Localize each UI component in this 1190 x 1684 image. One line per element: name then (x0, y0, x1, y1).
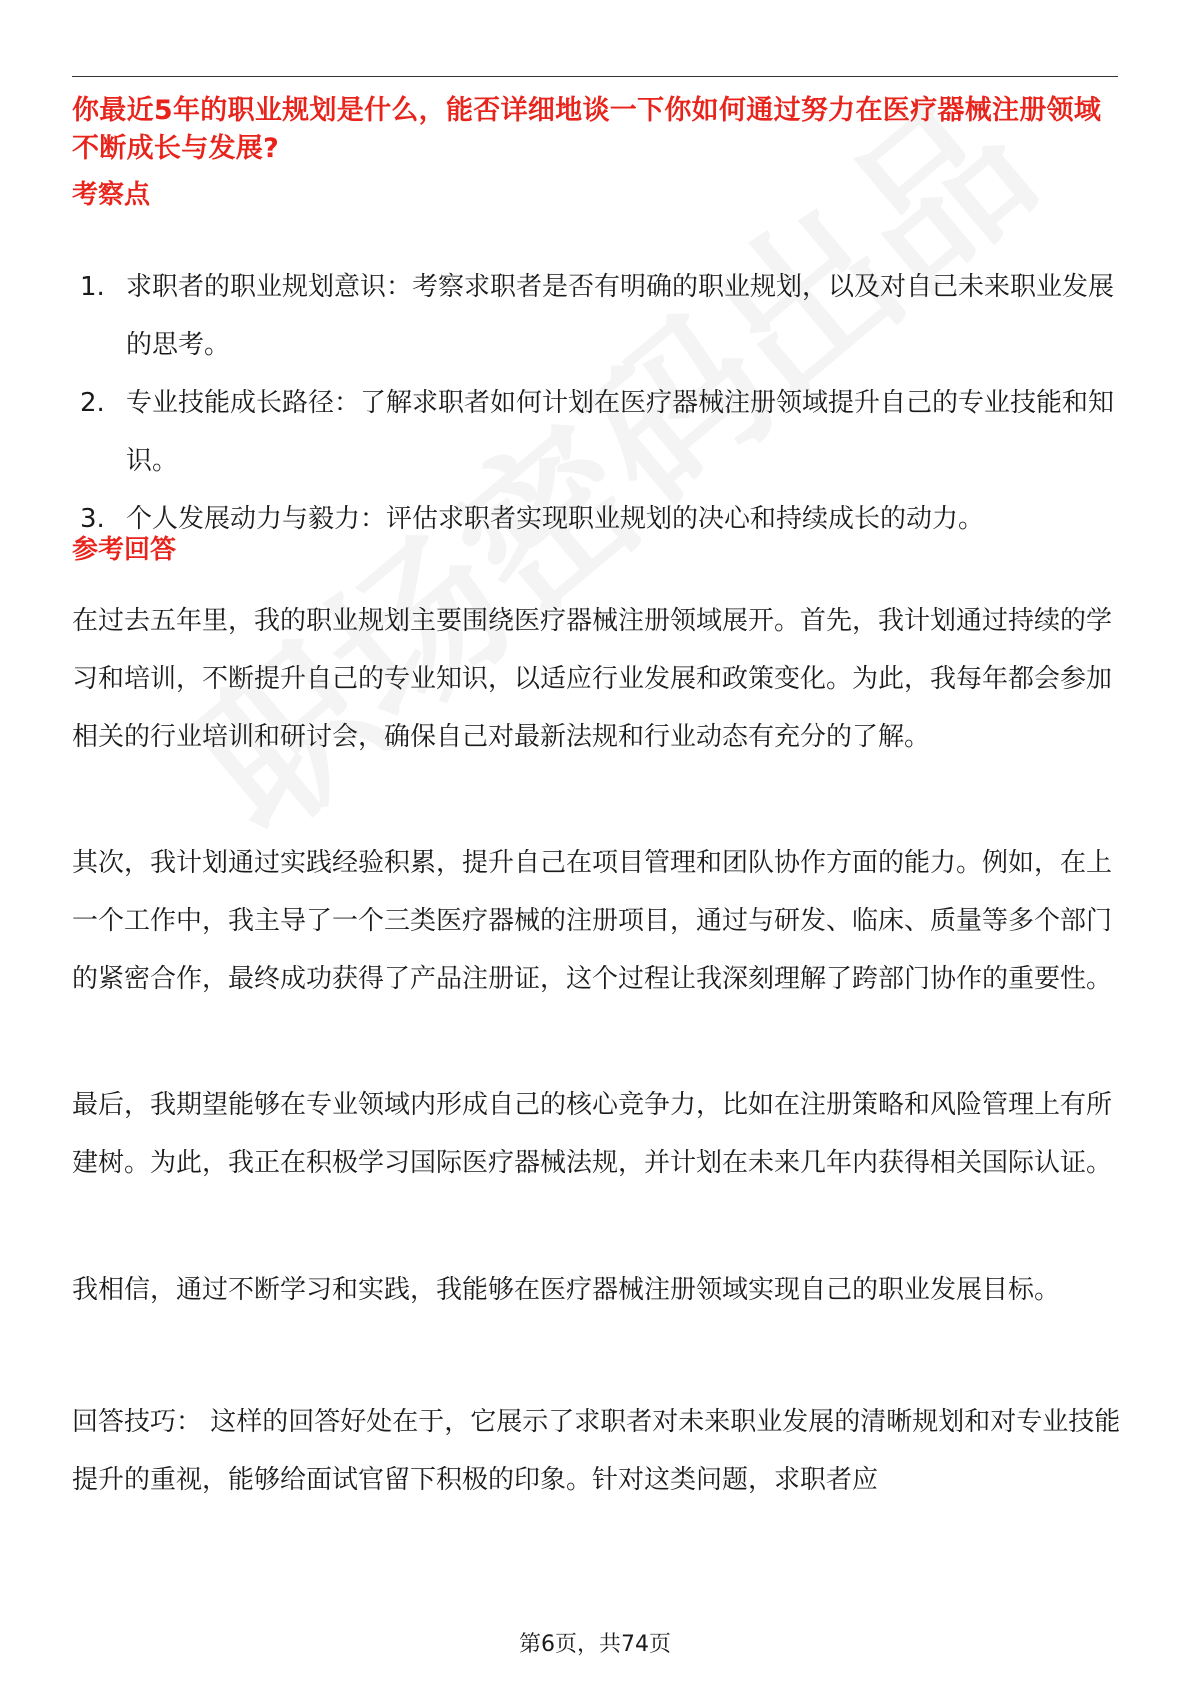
list-item-number: 1. (80, 272, 105, 302)
list-item (80, 374, 1120, 490)
answer-paragraph: 在过去五年里，我的职业规划主要围绕医疗器械注册领域展开。首先，我计划通过持续的学习和培训，不断提升自己的专业知识，以适应行业发展和政策变化。为此，我每年都会参加相关的行业培训和研讨会，确保自己对最新法规和行业动态有充分的了解。 (72, 606, 1113, 752)
list-item-text: 求职者的职业规划意识：考察求职者是否有明确的职业规划，以及对自己未来职业发展的思考。 (126, 272, 1115, 360)
list-item-text: 专业技能成长路径：了解求职者如何计划在医疗器械注册领域提升自己的专业技能和知识。 (126, 388, 1115, 476)
answer-paragraph: 其次，我计划通过实践经验积累，提升自己在项目管理和团队协作方面的能力。例如，在上一个工作中，我主导了一个三类医疗器械的注册项目，通过与研发、临床、质量等多个部门的紧密合作，最终成功获得了产品注册证，这个过程让我深刻理解了跨部门协作的重要性。 (72, 848, 1113, 994)
list-item-number: 2. (80, 388, 105, 418)
answer-paragraph: 我相信，通过不断学习和实践，我能够在医疗器械注册领域实现自己的职业发展目标。 (72, 1275, 1061, 1305)
list-item-number: 3. (80, 504, 105, 534)
list-item-text: 个人发展动力与毅力：评估求职者实现职业规划的决心和持续成长的动力。 (126, 504, 985, 534)
question-heading: 你最近5年的职业规划是什么，能否详细地谈一下你如何通过努力在医疗器械注册领域不断成长与发展? (72, 95, 1102, 164)
page-number-footer: 第6页，共74页 (519, 1632, 671, 1657)
list-item (80, 490, 1120, 548)
answer-paragraph: 最后，我期望能够在专业领域内形成自己的核心竞争力，比如在注册策略和风险管理上有所建树。为此，我正在积极学习国际医疗器械法规，并计划在未来几年内获得相关国际认证。 (72, 1090, 1113, 1178)
list-item (80, 258, 1120, 374)
top-divider (72, 76, 1118, 77)
examine-section-title: 考察点 (72, 180, 151, 210)
answer-section-title: 参考回答 (72, 535, 177, 565)
answer-tips-paragraph: 回答技巧： 这样的回答好处在于，它展示了求职者对未来职业发展的清晰规划和对专业技能提升的重视，能够给面试官留下积极的印象。针对这类问题，求职者应 (72, 1407, 1121, 1495)
examine-points-list (80, 258, 1120, 548)
